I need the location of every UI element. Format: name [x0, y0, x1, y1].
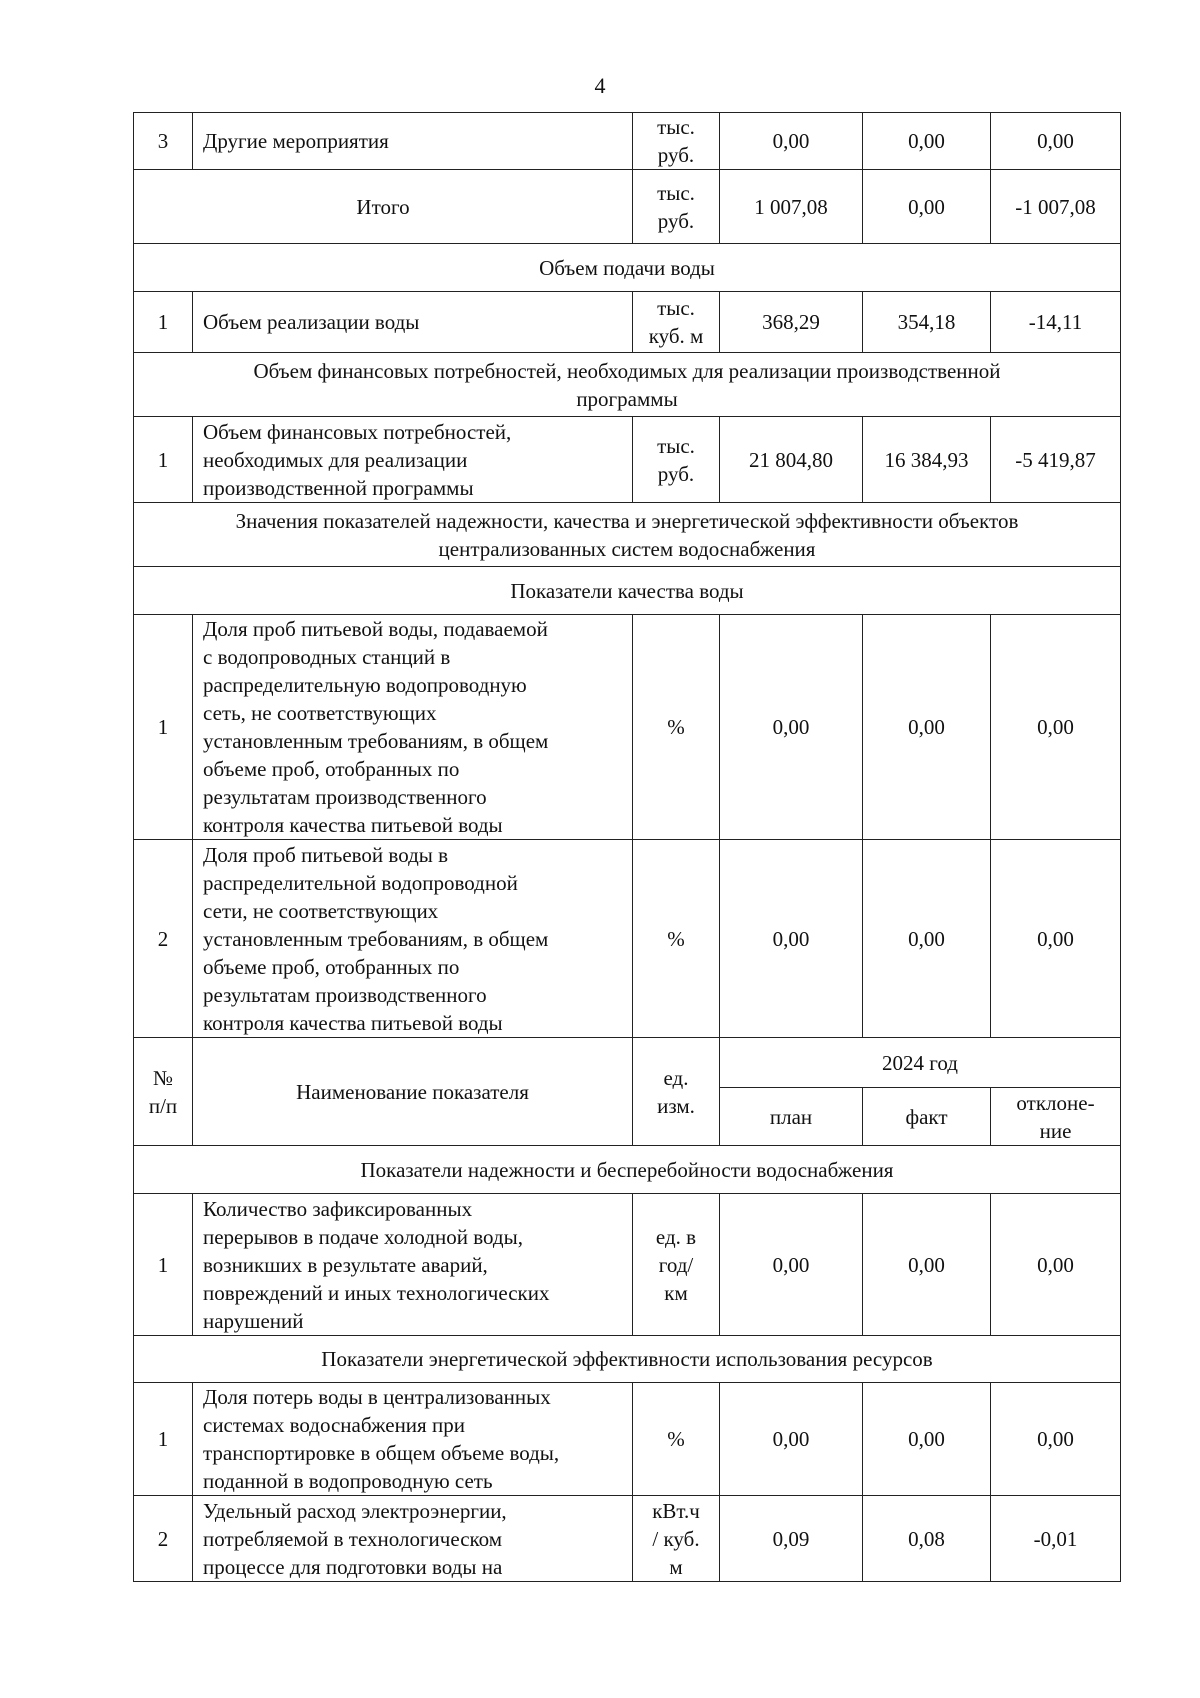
indicator-name: Другие мероприятия	[193, 113, 633, 170]
header-plan: план	[720, 1088, 863, 1146]
section-row	[134, 567, 1121, 615]
fact-value: 0,00	[863, 1383, 991, 1496]
unit: %	[633, 1383, 720, 1496]
fact-value: 0,00	[863, 113, 991, 170]
deviation-value: -14,11	[991, 292, 1121, 353]
row-number: 1	[134, 615, 193, 840]
section-title: Объем подачи воды	[134, 244, 1121, 292]
row-number: 1	[134, 292, 193, 353]
indicators-table	[133, 112, 1121, 1582]
fact-value: 0,00	[863, 615, 991, 840]
unit: %	[633, 840, 720, 1038]
unit: кВт.ч / куб. м	[633, 1496, 720, 1582]
row-number: 1	[134, 417, 193, 503]
row-number: 3	[134, 113, 193, 170]
plan-value: 0,09	[720, 1496, 863, 1582]
deviation-value: 0,00	[991, 1383, 1121, 1496]
deviation-value: 0,00	[991, 113, 1121, 170]
indicator-name: Доля проб питьевой воды в распределительной водопроводной сети, не соответствующих установленным требованиям, в общем объеме проб, отобранных по результатам производственного контроля качества питьевой воды	[193, 840, 633, 1038]
row-number: 2	[134, 840, 193, 1038]
fact-value: 0,00	[863, 1194, 991, 1336]
section-row	[134, 1146, 1121, 1194]
plan-value: 0,00	[720, 1383, 863, 1496]
header-row	[134, 1038, 1121, 1088]
indicator-name: Количество зафиксированных перерывов в подаче холодной воды, возникших в результате аварий, повреждений и иных технологических нарушений	[193, 1194, 633, 1336]
deviation-value: -1 007,08	[991, 170, 1121, 244]
plan-value: 21 804,80	[720, 417, 863, 503]
section-title: Показатели энергетической эффективности использования ресурсов	[134, 1336, 1121, 1383]
section-row	[134, 503, 1121, 567]
section-row	[134, 1336, 1121, 1383]
plan-value: 368,29	[720, 292, 863, 353]
section-title: Показатели качества воды	[134, 567, 1121, 615]
fact-value: 0,00	[863, 170, 991, 244]
total-label: Итого	[134, 170, 633, 244]
section-row	[134, 353, 1121, 417]
header-fact: факт	[863, 1088, 991, 1146]
header-number: № п/п	[134, 1038, 193, 1146]
indicator-name: Доля проб питьевой воды, подаваемой с водопроводных станций в распределительную водопроводную сеть, не соответствующих установленным требованиям, в общем объеме проб, отобранных по результатам производственного контроля качества питьевой воды	[193, 615, 633, 840]
fact-value: 16 384,93	[863, 417, 991, 503]
table-row	[134, 1383, 1121, 1496]
table-row	[134, 113, 1121, 170]
header-deviation: отклоне- ние	[991, 1088, 1121, 1146]
plan-value: 0,00	[720, 1194, 863, 1336]
table-row	[134, 840, 1121, 1038]
table-row	[134, 292, 1121, 353]
table-row	[134, 417, 1121, 503]
section-title: Объем финансовых потребностей, необходимых для реализации производственной программы	[134, 353, 1121, 417]
row-number: 1	[134, 1383, 193, 1496]
deviation-value: -5 419,87	[991, 417, 1121, 503]
deviation-value: -0,01	[991, 1496, 1121, 1582]
header-unit: ед. изм.	[633, 1038, 720, 1146]
indicator-name: Объем реализации воды	[193, 292, 633, 353]
indicator-name: Объем финансовых потребностей, необходимых для реализации производственной программы	[193, 417, 633, 503]
total-row	[134, 170, 1121, 244]
page-number: 4	[594, 73, 606, 98]
header-name: Наименование показателя	[193, 1038, 633, 1146]
section-title: Показатели надежности и бесперебойности водоснабжения	[134, 1146, 1121, 1194]
indicator-name: Удельный расход электроэнергии, потребляемой в технологическом процессе для подготовки воды на	[193, 1496, 633, 1582]
fact-value: 354,18	[863, 292, 991, 353]
deviation-value: 0,00	[991, 615, 1121, 840]
plan-value: 0,00	[720, 113, 863, 170]
section-title: Значения показателей надежности, качества и энергетической эффективности объектов централизованных систем водоснабжения	[134, 503, 1121, 567]
deviation-value: 0,00	[991, 1194, 1121, 1336]
deviation-value: 0,00	[991, 840, 1121, 1038]
unit: тыс. руб.	[633, 113, 720, 170]
plan-value: 1 007,08	[720, 170, 863, 244]
unit: тыс. руб.	[633, 417, 720, 503]
indicator-name: Доля потерь воды в централизованных системах водоснабжения при транспортировке в общем объеме воды, поданной в водопроводную сеть	[193, 1383, 633, 1496]
table-row	[134, 1496, 1121, 1582]
fact-value: 0,00	[863, 840, 991, 1038]
section-row	[134, 244, 1121, 292]
plan-value: 0,00	[720, 615, 863, 840]
row-number: 2	[134, 1496, 193, 1582]
unit: тыс. руб.	[633, 170, 720, 244]
row-number: 1	[134, 1194, 193, 1336]
table-row	[134, 615, 1121, 840]
unit: тыс. куб. м	[633, 292, 720, 353]
unit: ед. в год/ км	[633, 1194, 720, 1336]
fact-value: 0,08	[863, 1496, 991, 1582]
unit: %	[633, 615, 720, 840]
table-row	[134, 1194, 1121, 1336]
header-year: 2024 год	[720, 1038, 1121, 1088]
plan-value: 0,00	[720, 840, 863, 1038]
